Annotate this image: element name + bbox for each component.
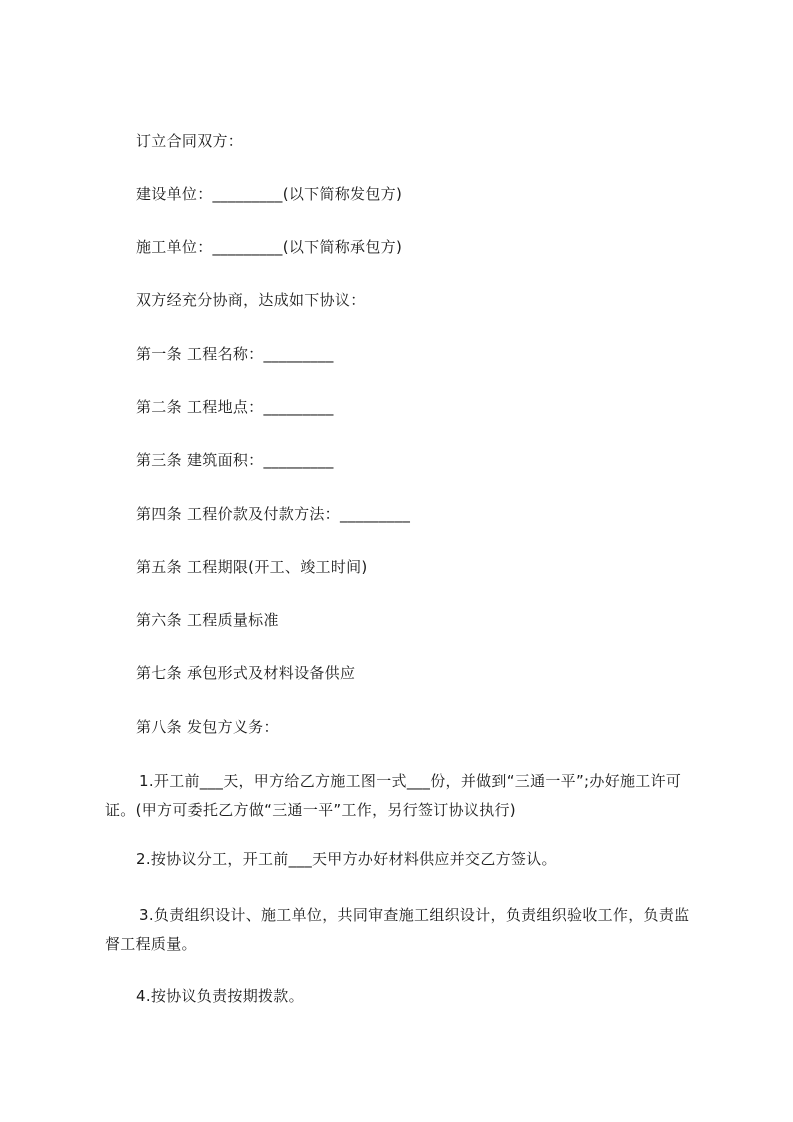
article-3: 第三条 建筑面积：_________ xyxy=(136,451,334,469)
agreement-intro: 双方经充分协商，达成如下协议： xyxy=(136,291,366,309)
article-5: 第五条 工程期限(开工、竣工时间) xyxy=(136,558,368,576)
article-7: 第七条 承包形式及材料设备供应 xyxy=(136,664,356,682)
contractor-unit-line: 施工单位：_________(以下简称承包方) xyxy=(136,238,403,256)
obligation-item-1: 1.开工前___天，甲方给乙方施工图一式___份，并做到“三通一平”;办好施工许可证。(甲方可委托乙方做“三通一平”工作，另行签订协议执行) xyxy=(105,772,682,819)
client-unit-line: 建设单位：_________(以下简称发包方) xyxy=(136,185,403,203)
contract-parties-heading: 订立合同双方： xyxy=(136,132,244,150)
article-6: 第六条 工程质量标准 xyxy=(136,611,279,629)
article-8: 第八条 发包方义务： xyxy=(136,718,279,736)
obligation-item-3: 3.负责组织设计、施工单位，共同审查施工组织设计，负责组织验收工作，负责监督工程质量。 xyxy=(105,906,690,953)
obligation-item-2: 2.按协议分工，开工前___天甲方办好材料供应并交乙方签认。 xyxy=(136,850,557,868)
article-4: 第四条 工程价款及付款方法：_________ xyxy=(136,505,411,523)
obligation-item-4: 4.按协议负责按期拨款。 xyxy=(136,987,304,1005)
article-1: 第一条 工程名称：_________ xyxy=(136,345,334,363)
article-2: 第二条 工程地点：_________ xyxy=(136,398,334,416)
